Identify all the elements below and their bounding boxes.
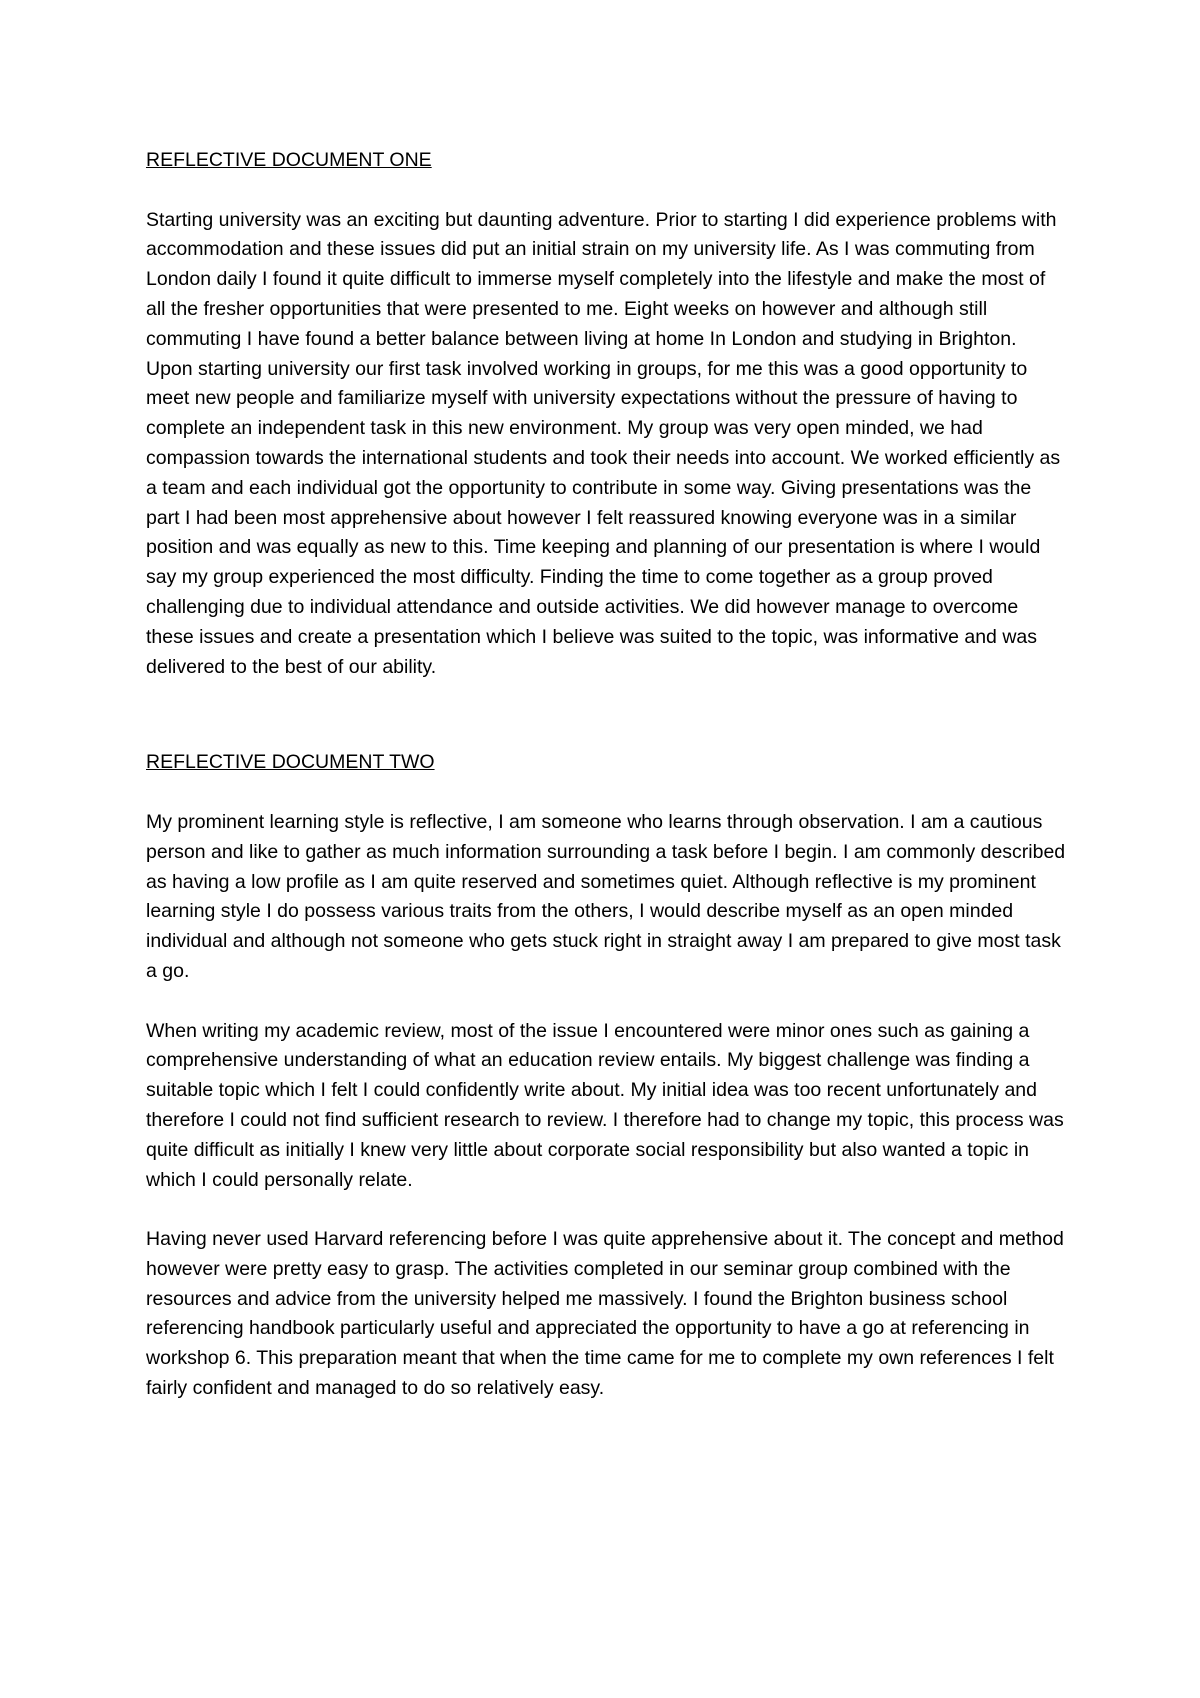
section-two-heading: REFLECTIVE DOCUMENT TWO: [146, 751, 435, 774]
section-two-paragraph-3: Having never used Harvard referencing before I was quite apprehensive about it. The concept and method however were pretty easy to grasp. The activities completed in our seminar group combined with the resources and advice from the university helped me massively. I found the Brighton business school referencing handbook particularly useful and appreciated the opportunity to have a go at referencing in workshop 6. This preparation meant that when the time came for me to complete my own references I felt fairly confident and managed to do so relatively easy.: [146, 1228, 1064, 1400]
section-two-paragraph-1: My prominent learning style is reflective, I am someone who learns through observation. I am a cautious person and like to gather as much information surrounding a task before I begin. I am commonly described as having a low profile as I am quite reserved and sometimes quiet. Although reflective is my prominent learning style I do possess various traits from the others, I would describe myself as an open minded individual and although not someone who gets stuck right in straight away I am prepared to give most task a go.: [146, 810, 1066, 982]
section-two-paragraph-2: When writing my academic review, most of the issue I encountered were minor ones such as gaining a comprehensive understanding of what an education review entails. My biggest challenge was finding a suitable topic which I felt I could confidently write about. My initial idea was too recent unfortunately and therefore I could not find sufficient research to review. I therefore had to change my topic, this process was quite difficult as initially I knew very little about corporate social responsibility but also wanted a topic in which I could personally relate.: [146, 1019, 1064, 1191]
spacer: [146, 176, 1066, 206]
document-body: [146, 146, 1066, 1404]
section-one-paragraph-1: Starting university was an exciting but daunting adventure. Prior to starting I did experience problems with accommodation and these issues did put an initial strain on my university life. As I was commuting from London daily I found it quite difficult to immerse myself completely into the lifestyle and make the most of all the fresher opportunities that were presented to me. Eight weeks on however and although still commuting I have found a better balance between living at home In London and studying in Brighton. Upon starting university our first task involved working in groups, for me this was a good opportunity to meet new people and familiarize myself with university expectations without the pressure of having to complete an independent task in this new environment. My group was very open minded, we had compassion towards the international students and took their needs into account. We worked efficiently as a team and each individual got the opportunity to contribute in some way. Giving presentations was the part I had been most apprehensive about however I felt reassured knowing everyone was in a similar position and was equally as new to this. Time keeping and planning of our presentation is where I would say my group experienced the most difficulty. Finding the time to come together as a group proved challenging due to individual attendance and outside activities. We did however manage to overcome these issues and create a presentation which I believe was suited to the topic, was informative and was delivered to the best of our ability.: [146, 208, 1061, 678]
spacer: [146, 1195, 1066, 1225]
section-one-heading: REFLECTIVE DOCUMENT ONE: [146, 149, 432, 171]
spacer: [146, 682, 1066, 748]
spacer: [146, 778, 1066, 808]
spacer: [146, 987, 1066, 1017]
